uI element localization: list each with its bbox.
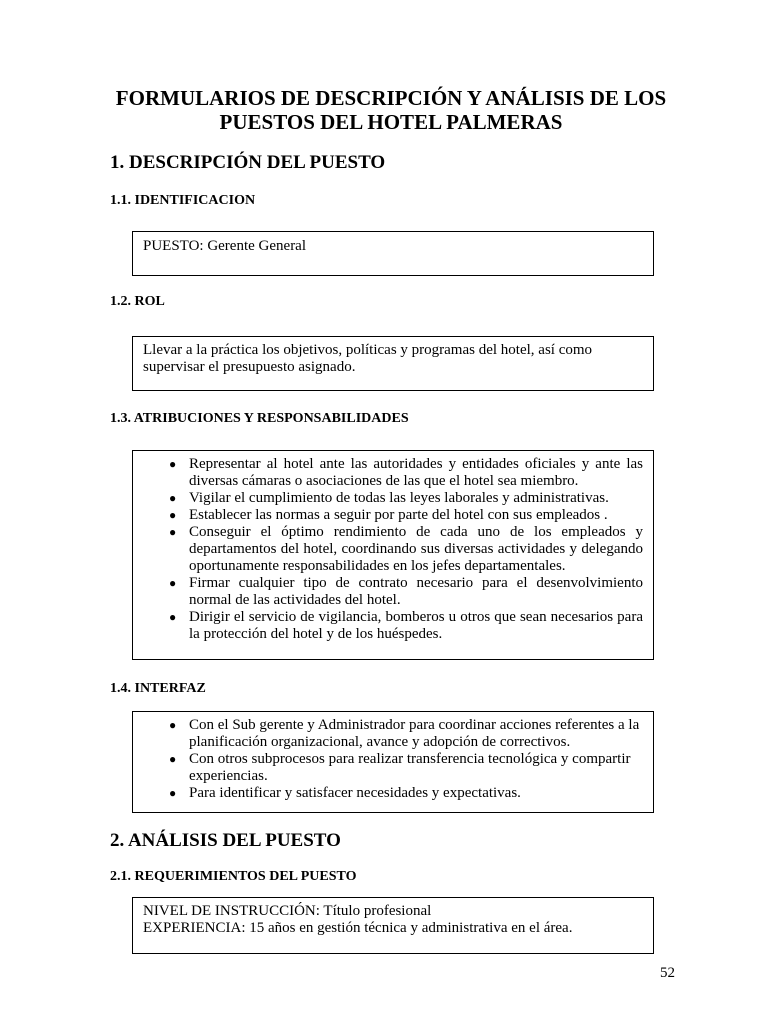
rol-box (132, 336, 654, 391)
section-1-heading: 1. DESCRIPCIÓN DEL PUESTO (110, 152, 386, 173)
list-item: ● Vigilar el cumplimiento de todas las leyes laborales y administrativas. (169, 490, 609, 506)
identificacion-heading: 1.1. IDENTIFICACION (110, 193, 256, 208)
title-line-1: FORMULARIOS DE DESCRIPCIÓN Y ANÁLISIS DE LOS (115, 86, 667, 110)
nivel-instruccion: NIVEL DE INSTRUCCIÓN: Título profesional (143, 903, 432, 919)
rol-text: Llevar a la práctica los objetivos, políticas y programas del hotel, así como supervisar el presupuesto asignado. (143, 342, 593, 375)
list-item: ● Con el Sub gerente y Administrador para coordinar acciones referentes a la planificación organizacional, avance y adopción de correctivos. (169, 717, 640, 750)
rol-heading: 1.2. ROL (110, 294, 165, 309)
bullet-icon: ● (169, 718, 177, 732)
list-item: ● Conseguir el óptimo rendimiento de cada uno de los empleados y departamentos del hotel, coordinando sus diversas actividades y delegando oportunamente responsabilidades en los jefes departamentales. (169, 524, 643, 574)
bullet-icon: ● (169, 786, 177, 800)
document-title (100, 86, 682, 134)
experiencia: EXPERIENCIA: 15 años en gestión técnica y administrativa en el área. (143, 920, 573, 936)
bullet-icon: ● (169, 457, 177, 471)
atribuciones-heading: 1.3. ATRIBUCIONES Y RESPONSABILIDADES (110, 411, 409, 426)
list-item: ● Representar al hotel ante las autoridades y entidades oficiales y ante las diversas cámaras o asociaciones de las que el hotel sea miembro. (169, 456, 643, 489)
section-2-heading: 2. ANÁLISIS DEL PUESTO (110, 830, 341, 851)
bullet-icon: ● (169, 508, 177, 522)
puesto-text: PUESTO: Gerente General (143, 238, 307, 254)
list-item: ● Dirigir el servicio de vigilancia, bomberos u otros que sean necesarios para la protección del hotel y de los huéspedes. (169, 609, 643, 642)
list-item: ● Para identificar y satisfacer necesidades y expectativas. (169, 785, 521, 801)
interfaz-list (133, 712, 653, 802)
requerimientos-heading: 2.1. REQUERIMIENTOS DEL PUESTO (110, 869, 357, 884)
page-number: 52 (660, 965, 675, 981)
list-item: ● Establecer las normas a seguir por parte del hotel con sus empleados . (169, 507, 608, 523)
list-item: ● Firmar cualquier tipo de contrato necesario para el desenvolvimiento normal de las actividades del hotel. (169, 575, 643, 608)
interfaz-box (132, 711, 654, 813)
bullet-icon: ● (169, 610, 177, 624)
bullet-icon: ● (169, 752, 177, 766)
bullet-icon: ● (169, 576, 177, 590)
atribuciones-list (133, 451, 653, 643)
title-line-2: PUESTOS DEL HOTEL PALMERAS (219, 110, 563, 134)
interfaz-heading: 1.4. INTERFAZ (110, 681, 206, 696)
bullet-icon: ● (169, 491, 177, 505)
bullet-icon: ● (169, 525, 177, 539)
identificacion-box (132, 231, 654, 276)
atribuciones-box (132, 450, 654, 660)
requerimientos-box (132, 897, 654, 954)
requerimientos-text (133, 898, 653, 937)
list-item: ● Con otros subprocesos para realizar transferencia tecnológica y compartir experiencias. (169, 751, 631, 784)
